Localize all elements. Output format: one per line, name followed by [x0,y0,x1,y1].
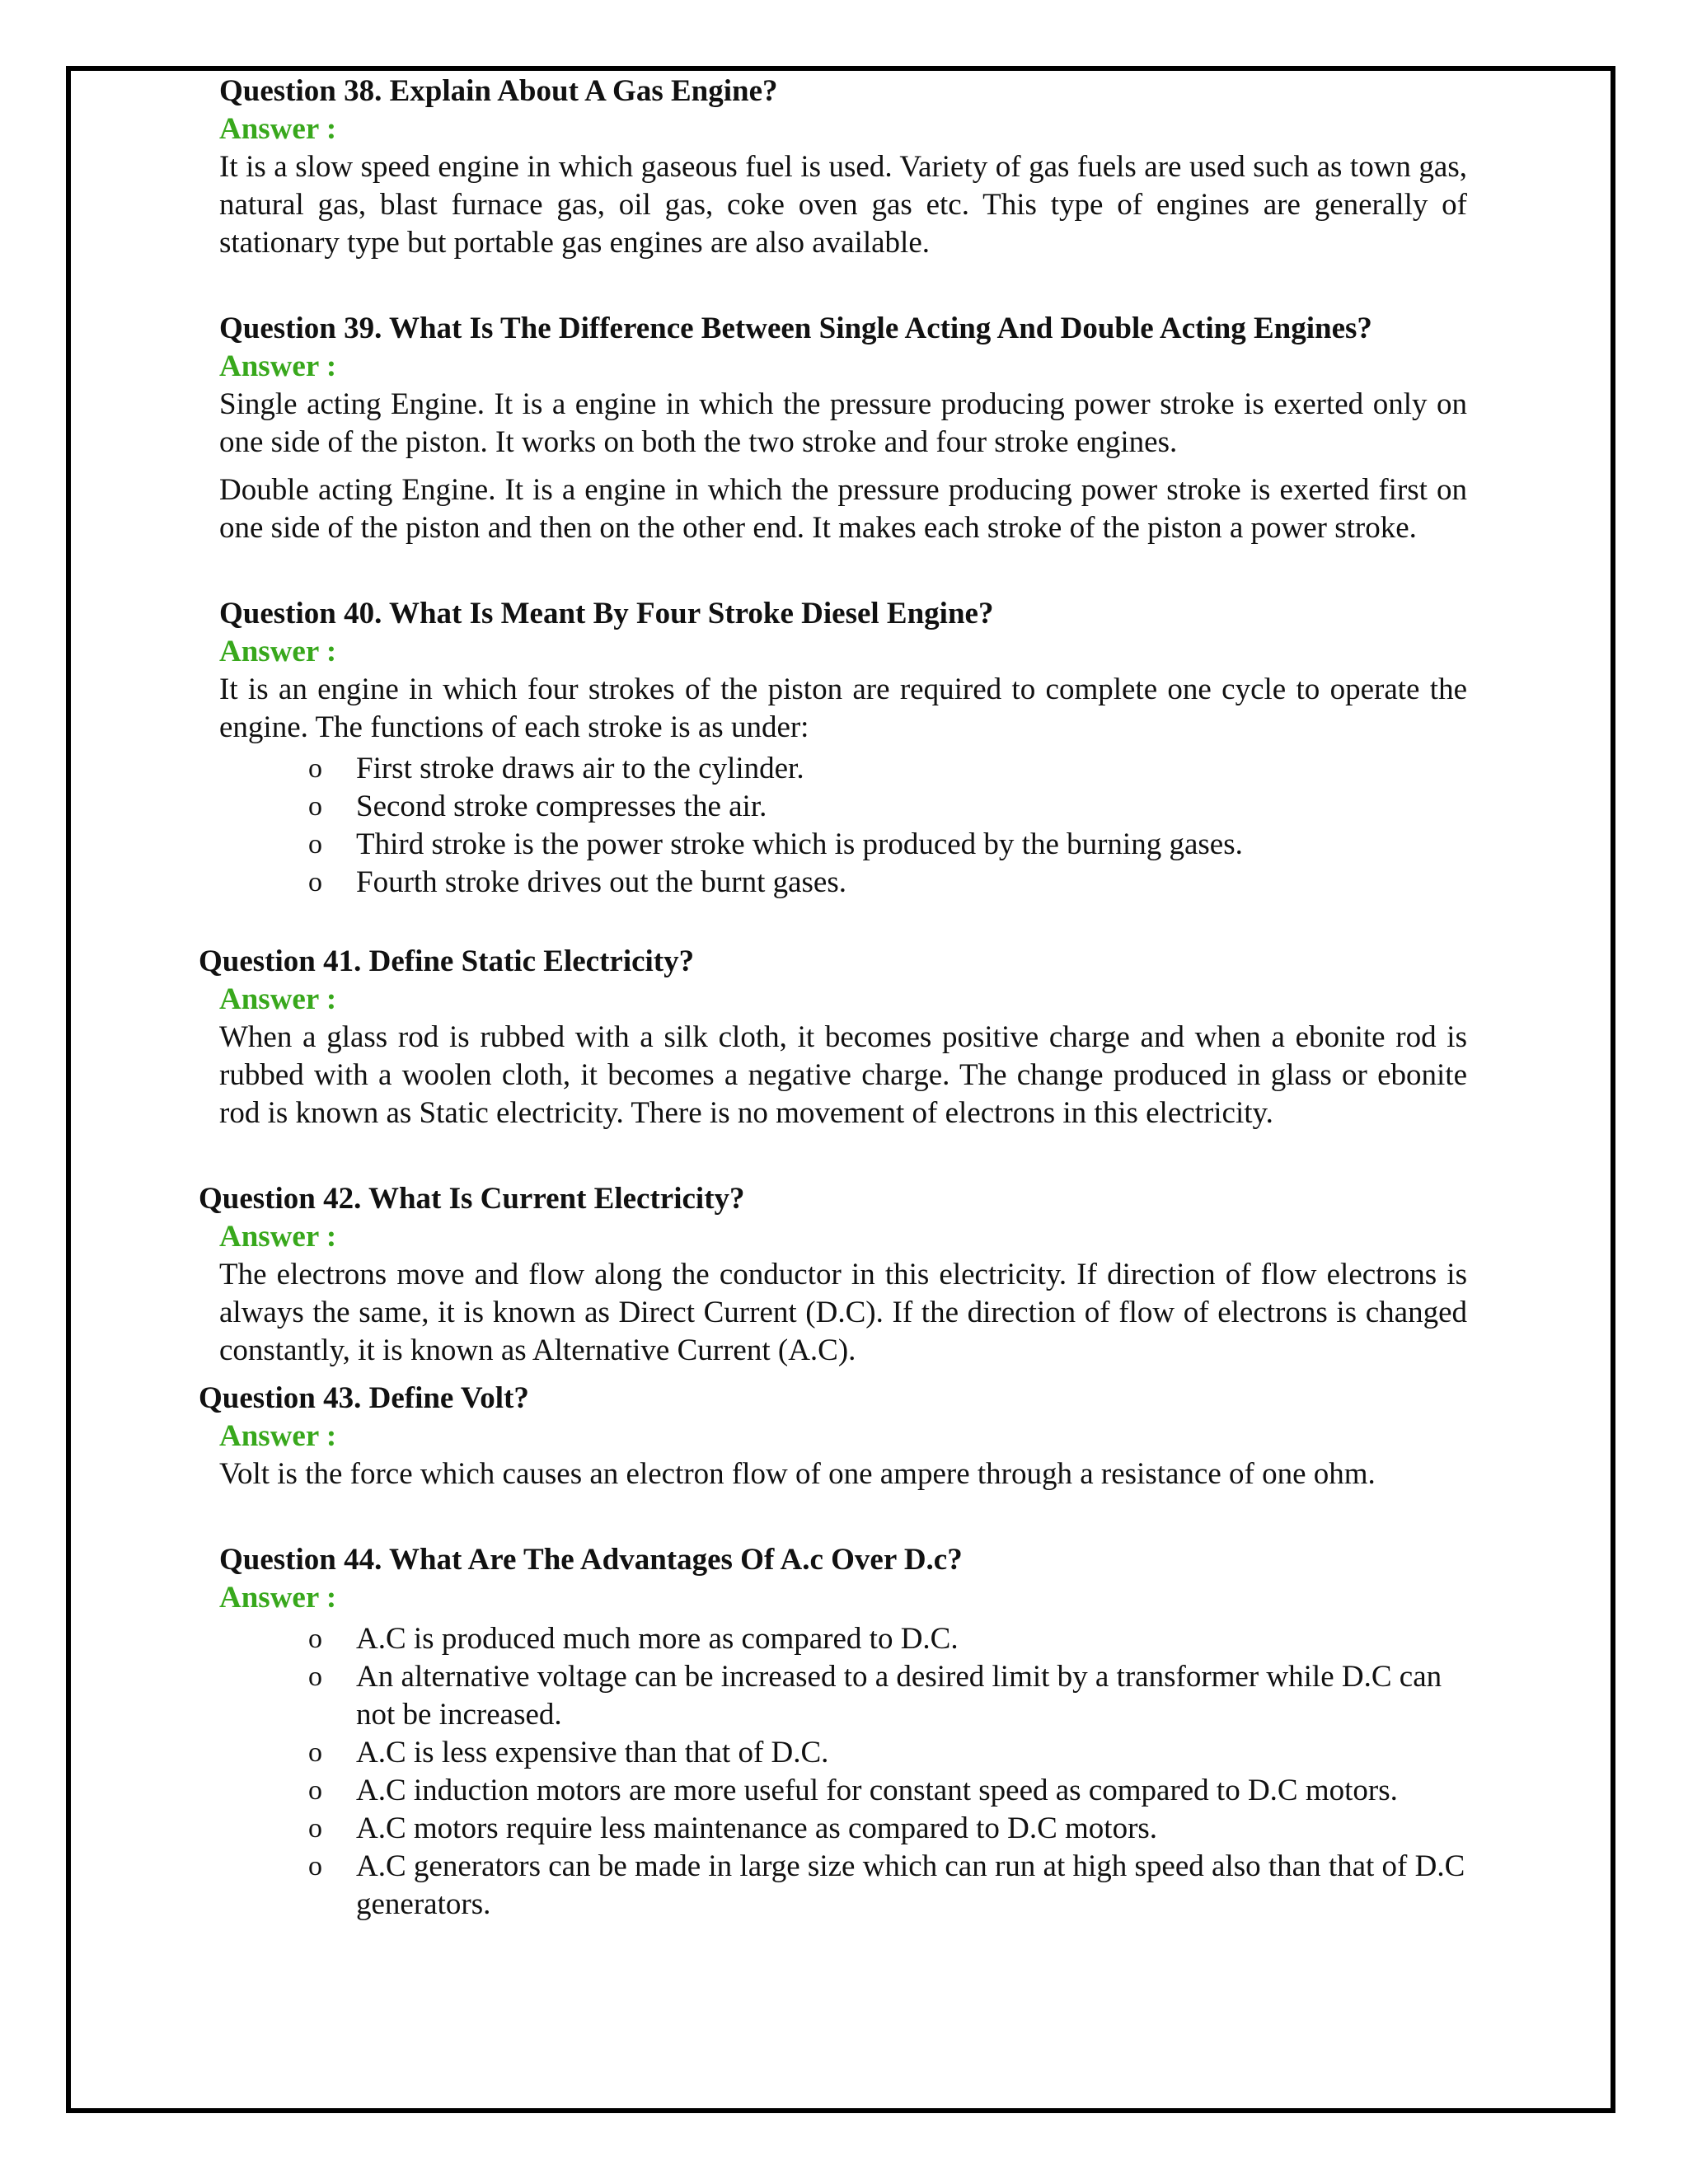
bullet-marker: o [308,1851,322,1882]
list-item [308,1620,1467,1658]
list-item-text: Fourth stroke drives out the burnt gases. [356,865,846,899]
list-item [308,1658,1467,1734]
list-item [308,864,1467,902]
question-title: Question 40. What Is Meant By Four Stroke Diesel Engine? [219,597,994,630]
question-39 [219,310,1467,547]
bullet-marker: o [308,753,322,784]
list-item [308,750,1467,788]
list-item-text: A.C generators can be made in large size which can run at high speed also than that of D.C generators. [356,1849,1465,1921]
answer-label: Answer : [219,349,337,383]
question-40 [219,595,1467,902]
answer-paragraph: When a glass rod is rubbed with a silk cloth, it becomes positive charge and when a ebonite rod is rubbed with a woolen cloth, it becomes a negative charge. The change produced in glass or ebonite rod is known as Static electricity. There is no movement of electrons in this electricity. [219,1020,1467,1130]
list-item-text: A.C is less expensive than that of D.C. [356,1736,829,1769]
bullet-marker: o [308,791,322,822]
question-title: Question 41. Define Static Electricity? [199,944,695,978]
question-42 [199,1180,1467,1370]
list-item-text: An alternative voltage can be increased to a desired limit by a transformer while D.C can not be increased. [356,1660,1442,1732]
answer-label: Answer : [219,112,337,146]
bullet-marker: o [308,867,322,898]
list-item-text: A.C is produced much more as compared to D.C. [356,1622,959,1656]
bullet-marker: o [308,1737,322,1768]
question-43 [199,1380,1467,1493]
list-item [308,1848,1467,1924]
list-item [308,1772,1467,1810]
bullet-marker: o [308,1661,322,1692]
answer-label: Answer : [219,1581,337,1615]
answer-paragraph: Double acting Engine. It is a engine in which the pressure producing power stroke is exerted first on one side of the piston and then on the other end. It makes each stroke of the piston a power stroke. [219,473,1467,545]
question-41 [199,943,1467,1132]
bullet-list [219,1620,1467,1924]
bullet-marker: o [308,1813,322,1844]
question-title: Question 43. Define Volt? [199,1381,529,1415]
list-item [308,1734,1467,1772]
list-item-text: A.C motors require less maintenance as compared to D.C motors. [356,1811,1158,1845]
question-title: Question 42. What Is Current Electricity? [199,1182,745,1216]
answer-paragraph: Single acting Engine. It is a engine in which the pressure producing power stroke is exerted only on one side of the piston. It works on both the two stroke and four stroke engines. [219,387,1467,459]
answer-paragraph: Volt is the force which causes an electron flow of one ampere through a resistance of one ohm. [219,1457,1376,1491]
answer-label: Answer : [219,982,337,1016]
document-content [199,73,1467,1924]
bullet-marker: o [308,1775,322,1806]
bullet-list [219,750,1467,902]
answer-label: Answer : [219,635,337,668]
list-item-text: First stroke draws air to the cylinder. [356,752,804,785]
question-title: Question 44. What Are The Advantages Of A.c Over D.c? [219,1543,963,1577]
list-item [308,788,1467,826]
list-item-text: A.C induction motors are more useful for constant speed as compared to D.C motors. [356,1774,1398,1807]
question-38 [219,73,1467,262]
answer-paragraph: The electrons move and flow along the conductor in this electricity. If direction of flow electrons is always the same, it is known as Direct Current (D.C). If the direction of flow of electrons is changed constantly, it is known as Alternative Current (A.C). [219,1258,1467,1367]
list-item [308,1810,1467,1848]
answer-paragraph: It is a slow speed engine in which gaseous fuel is used. Variety of gas fuels are used such as town gas, natural gas, blast furnace gas, oil gas, coke oven gas etc. This type of engines are generally of stationary type but portable gas engines are also available. [219,150,1467,260]
list-item-text: Third stroke is the power stroke which is produced by the burning gases. [356,827,1243,861]
bullet-marker: o [308,829,322,860]
bullet-marker: o [308,1624,322,1654]
list-item [308,826,1467,864]
question-title: Question 39. What Is The Difference Between Single Acting And Double Acting Engines? [219,312,1372,345]
question-title: Question 38. Explain About A Gas Engine? [219,74,778,108]
answer-paragraph: It is an engine in which four strokes of the piston are required to complete one cycle to operate the engine. The functions of each stroke is as under: [219,673,1467,744]
answer-label: Answer : [219,1419,337,1453]
answer-label: Answer : [219,1220,337,1254]
question-44 [219,1541,1467,1924]
list-item-text: Second stroke compresses the air. [356,790,767,823]
